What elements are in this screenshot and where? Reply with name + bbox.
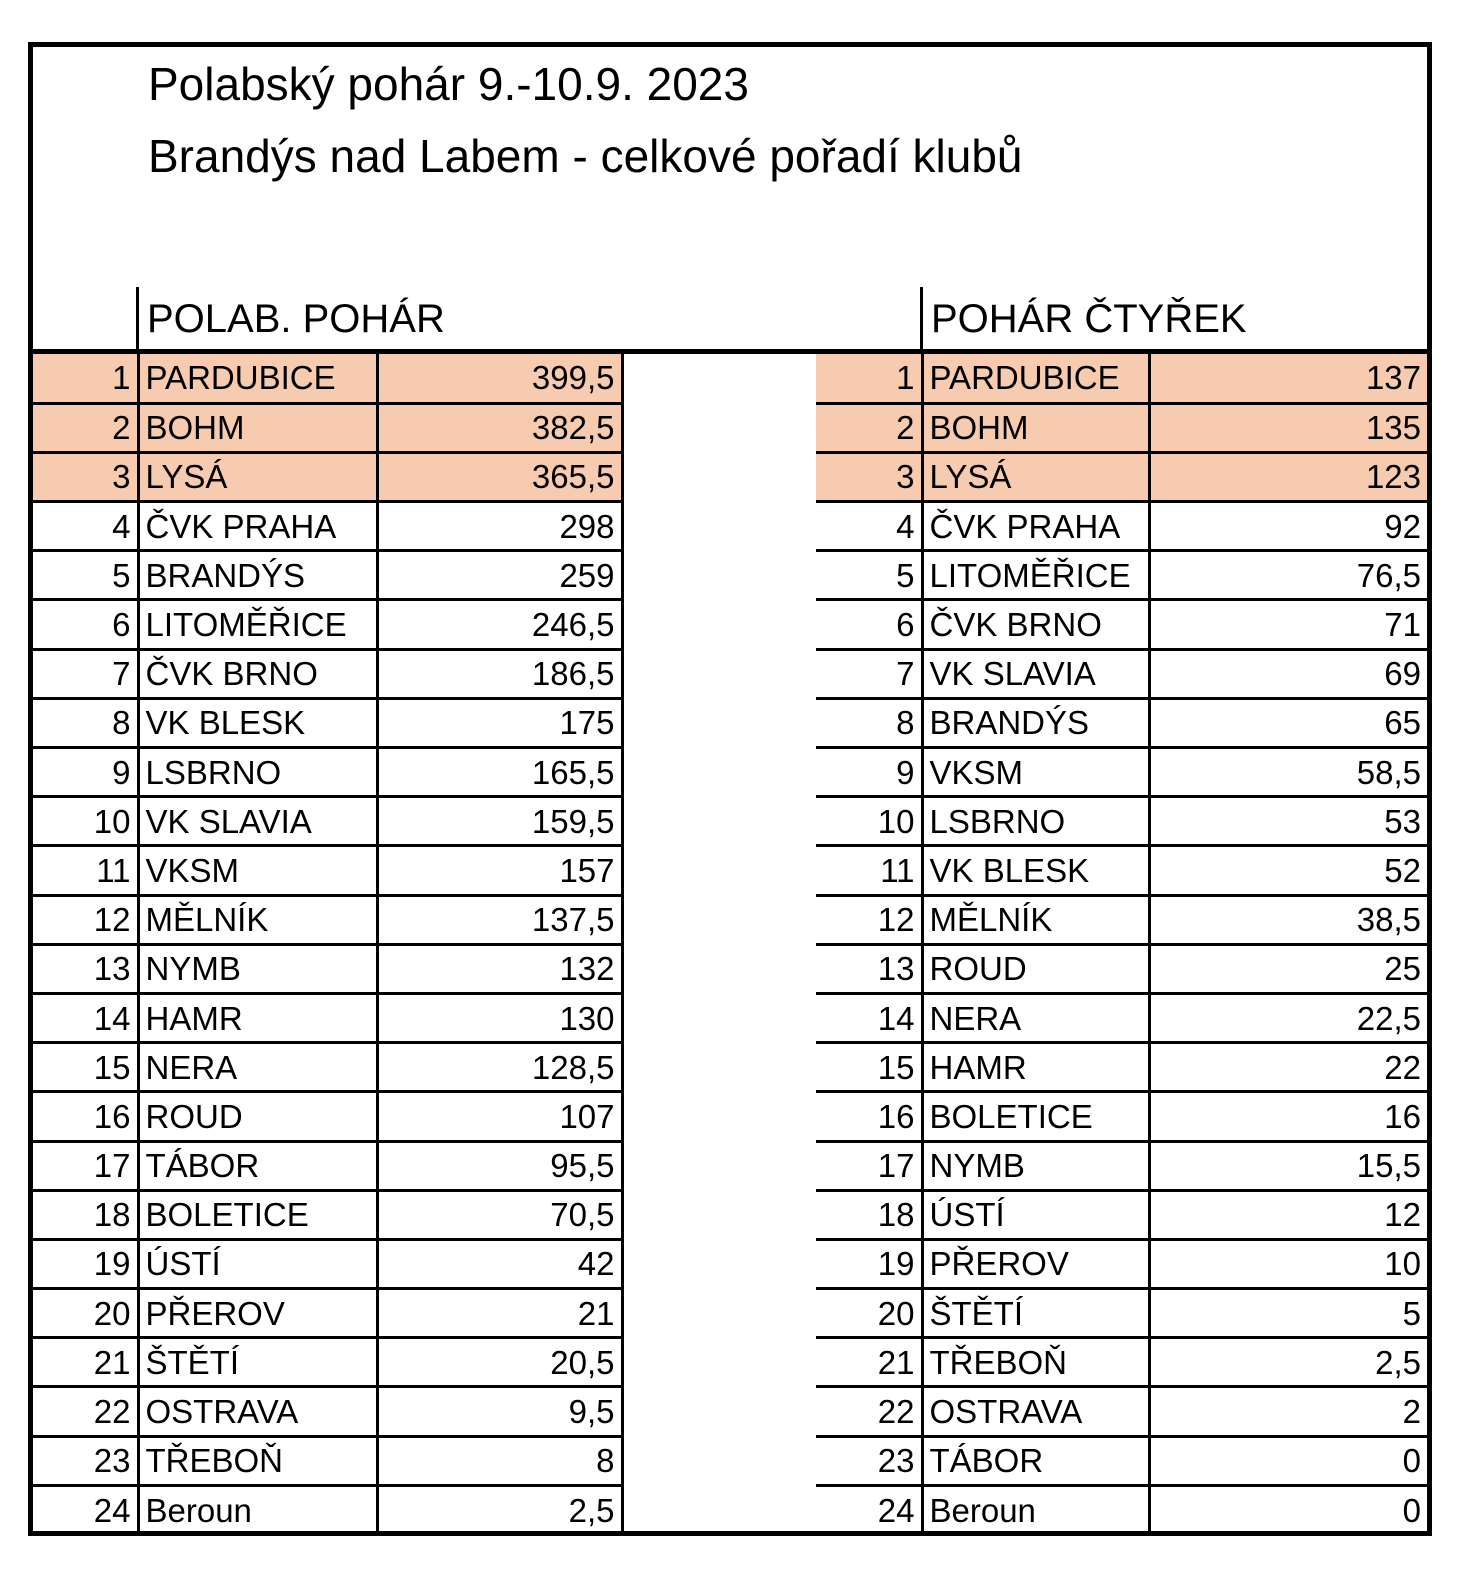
table-row (816, 993, 1427, 1042)
rank-cell: 15 (816, 1043, 922, 1092)
club-cell: VKSM (922, 748, 1149, 797)
table-row (33, 354, 622, 403)
score-cell: 382,5 (377, 403, 622, 452)
score-cell: 76,5 (1149, 551, 1427, 600)
rank-cell: 22 (816, 1387, 922, 1436)
table-row (33, 403, 622, 452)
club-cell: LITOMĚŘICE (138, 600, 377, 649)
table-row (33, 1239, 622, 1288)
club-cell: ČVK BRNO (922, 600, 1149, 649)
score-cell: 21 (377, 1289, 622, 1338)
score-cell: 298 (377, 502, 622, 551)
rank-cell: 19 (33, 1239, 138, 1288)
club-cell: HAMR (138, 993, 377, 1042)
table-row (816, 354, 1427, 403)
club-cell: LITOMĚŘICE (922, 551, 1149, 600)
table-row (816, 403, 1427, 452)
table-row (33, 846, 622, 895)
club-cell: LYSÁ (138, 452, 377, 501)
club-cell: TÁBOR (138, 1141, 377, 1190)
rank-cell: 12 (33, 895, 138, 944)
rank-cell: 23 (816, 1436, 922, 1485)
rank-cell: 16 (33, 1092, 138, 1141)
table-row (816, 797, 1427, 846)
rank-cell: 19 (816, 1239, 922, 1288)
table-row (816, 1043, 1427, 1092)
table-row (33, 1043, 622, 1092)
table-row (33, 1338, 622, 1387)
rank-cell: 9 (33, 748, 138, 797)
page-subtitle: Brandýs nad Labem - celkové pořadí klubů (148, 130, 1023, 182)
page-title: Polabský pohár 9.-10.9. 2023 (148, 58, 749, 110)
table-row (33, 698, 622, 747)
rank-cell: 23 (33, 1436, 138, 1485)
table-row (816, 600, 1427, 649)
score-cell: 107 (377, 1092, 622, 1141)
results-sheet (28, 42, 1432, 1536)
score-cell: 25 (1149, 944, 1427, 993)
score-cell: 137,5 (377, 895, 622, 944)
club-cell: ROUD (922, 944, 1149, 993)
table-row (816, 1387, 1427, 1436)
score-cell: 5 (1149, 1289, 1427, 1338)
club-cell: NYMB (138, 944, 377, 993)
club-cell: Beroun (922, 1485, 1149, 1534)
score-cell: 175 (377, 698, 622, 747)
score-cell: 42 (377, 1239, 622, 1288)
score-cell: 15,5 (1149, 1141, 1427, 1190)
score-cell: 70,5 (377, 1190, 622, 1239)
score-cell: 52 (1149, 846, 1427, 895)
club-cell: ČVK BRNO (138, 649, 377, 698)
score-cell: 16 (1149, 1092, 1427, 1141)
club-cell: BOHM (138, 403, 377, 452)
score-cell: 186,5 (377, 649, 622, 698)
club-cell: ÚSTÍ (138, 1239, 377, 1288)
table-row (816, 1239, 1427, 1288)
table-row (816, 1092, 1427, 1141)
table-row (816, 1338, 1427, 1387)
score-cell: 95,5 (377, 1141, 622, 1190)
score-cell: 58,5 (1149, 748, 1427, 797)
club-cell: ČVK PRAHA (922, 502, 1149, 551)
score-cell: 132 (377, 944, 622, 993)
table-row (816, 1190, 1427, 1239)
club-cell: BOHM (922, 403, 1149, 452)
club-cell: LSBRNO (138, 748, 377, 797)
score-cell: 9,5 (377, 1387, 622, 1436)
rank-cell: 24 (816, 1485, 922, 1534)
score-cell: 10 (1149, 1239, 1427, 1288)
rank-cell: 10 (33, 797, 138, 846)
rank-cell: 5 (816, 551, 922, 600)
score-cell: 71 (1149, 600, 1427, 649)
club-cell: MĚLNÍK (922, 895, 1149, 944)
club-cell: ČVK PRAHA (138, 502, 377, 551)
table-row (816, 1436, 1427, 1485)
table-row (33, 600, 622, 649)
score-cell: 130 (377, 993, 622, 1042)
club-cell: OSTRAVA (138, 1387, 377, 1436)
polab-pohar-table (33, 354, 624, 1535)
table-row (33, 1092, 622, 1141)
rank-cell: 4 (33, 502, 138, 551)
rank-cell: 1 (33, 354, 138, 403)
rank-cell: 9 (816, 748, 922, 797)
score-cell: 0 (1149, 1436, 1427, 1485)
score-cell: 259 (377, 551, 622, 600)
score-cell: 165,5 (377, 748, 622, 797)
table-row (33, 1387, 622, 1436)
club-cell: ŠTĚTÍ (922, 1289, 1149, 1338)
club-cell: LSBRNO (922, 797, 1149, 846)
rank-cell: 17 (816, 1141, 922, 1190)
rank-cell: 5 (33, 551, 138, 600)
club-cell: PŘEROV (922, 1239, 1149, 1288)
club-cell: VK BLESK (922, 846, 1149, 895)
club-cell: VK BLESK (138, 698, 377, 747)
rank-cell: 13 (816, 944, 922, 993)
score-cell: 12 (1149, 1190, 1427, 1239)
club-cell: OSTRAVA (922, 1387, 1149, 1436)
table-row (816, 698, 1427, 747)
score-cell: 399,5 (377, 354, 622, 403)
rank-cell: 22 (33, 1387, 138, 1436)
table-row (33, 1141, 622, 1190)
rank-cell: 11 (33, 846, 138, 895)
club-cell: VK SLAVIA (138, 797, 377, 846)
rank-cell: 21 (33, 1338, 138, 1387)
score-cell: 2 (1149, 1387, 1427, 1436)
rank-cell: 1 (816, 354, 922, 403)
rank-cell: 17 (33, 1141, 138, 1190)
table-row (33, 1289, 622, 1338)
club-cell: PARDUBICE (922, 354, 1149, 403)
table-row (33, 993, 622, 1042)
score-cell: 246,5 (377, 600, 622, 649)
right-header-divider (920, 287, 923, 349)
rank-cell: 14 (33, 993, 138, 1042)
table-row (816, 1289, 1427, 1338)
score-cell: 92 (1149, 502, 1427, 551)
club-cell: VKSM (138, 846, 377, 895)
rank-cell: 18 (816, 1190, 922, 1239)
score-cell: 123 (1149, 452, 1427, 501)
table-row (816, 748, 1427, 797)
score-cell: 137 (1149, 354, 1427, 403)
table-row (33, 797, 622, 846)
rank-cell: 3 (33, 452, 138, 501)
club-cell: ROUD (138, 1092, 377, 1141)
rank-cell: 18 (33, 1190, 138, 1239)
pohar-ctyrek-table (816, 354, 1427, 1535)
rank-cell: 6 (33, 600, 138, 649)
table-row (816, 944, 1427, 993)
table-row (33, 551, 622, 600)
left-table-header: POLAB. POHÁR (147, 297, 445, 341)
score-cell: 0 (1402, 1492, 1421, 1530)
score-cell: 2,5 (1149, 1338, 1427, 1387)
score-cell: 38,5 (1149, 895, 1427, 944)
rank-cell: 8 (33, 698, 138, 747)
club-cell: BRANDÝS (138, 551, 377, 600)
score-cell: 20,5 (377, 1338, 622, 1387)
rank-cell: 20 (816, 1289, 922, 1338)
club-cell: LYSÁ (922, 452, 1149, 501)
score-cell: 128,5 (377, 1043, 622, 1092)
table-row (816, 846, 1427, 895)
right-table-header: POHÁR ČTYŘEK (931, 297, 1247, 341)
table-row (33, 1190, 622, 1239)
rank-cell: 4 (816, 502, 922, 551)
rank-cell: 24 (33, 1485, 138, 1534)
score-cell: 157 (377, 846, 622, 895)
rank-cell: 8 (816, 698, 922, 747)
table-row (33, 452, 622, 501)
rank-cell: 12 (816, 895, 922, 944)
score-cell: 53 (1149, 797, 1427, 846)
table-row (816, 452, 1427, 501)
club-cell: VK SLAVIA (922, 649, 1149, 698)
score-cell: 8 (377, 1436, 622, 1485)
score-cell: 365,5 (377, 452, 622, 501)
score-cell: 135 (1149, 403, 1427, 452)
table-row (816, 1485, 1427, 1534)
rank-cell: 21 (816, 1338, 922, 1387)
club-cell: ŠTĚTÍ (138, 1338, 377, 1387)
table-row (33, 502, 622, 551)
table-row (816, 649, 1427, 698)
rank-cell: 2 (33, 403, 138, 452)
left-header-divider (136, 287, 139, 349)
score-cell: 65 (1149, 698, 1427, 747)
score-cell: 159,5 (377, 797, 622, 846)
rank-cell: 6 (816, 600, 922, 649)
rank-cell: 2 (816, 403, 922, 452)
table-row (33, 748, 622, 797)
score-cell: 22 (1149, 1043, 1427, 1092)
rank-cell: 16 (816, 1092, 922, 1141)
rank-cell: 13 (33, 944, 138, 993)
club-cell: NERA (922, 993, 1149, 1042)
club-cell: NERA (138, 1043, 377, 1092)
rank-cell: 14 (816, 993, 922, 1042)
table-row (816, 1141, 1427, 1190)
table-row (33, 1436, 622, 1485)
club-cell: BRANDÝS (922, 698, 1149, 747)
club-cell: MĚLNÍK (138, 895, 377, 944)
score-cell: 2,5 (377, 1485, 622, 1534)
table-row (33, 944, 622, 993)
club-cell: Beroun (138, 1485, 377, 1534)
table-row (816, 895, 1427, 944)
table-row (816, 551, 1427, 600)
table-row (33, 895, 622, 944)
table-row (33, 649, 622, 698)
score-cell: 22,5 (1149, 993, 1427, 1042)
club-cell: TÁBOR (922, 1436, 1149, 1485)
score-cell: 69 (1149, 649, 1427, 698)
rank-cell: 20 (33, 1289, 138, 1338)
club-cell: TŘEBOŇ (922, 1338, 1149, 1387)
club-cell: BOLETICE (138, 1190, 377, 1239)
club-cell: TŘEBOŇ (138, 1436, 377, 1485)
club-cell: NYMB (922, 1141, 1149, 1190)
rank-cell: 7 (33, 649, 138, 698)
club-cell: ÚSTÍ (922, 1190, 1149, 1239)
table-row (816, 502, 1427, 551)
rank-cell: 15 (33, 1043, 138, 1092)
club-cell: HAMR (922, 1043, 1149, 1092)
rank-cell: 10 (816, 797, 922, 846)
rank-cell: 3 (816, 452, 922, 501)
table-row (33, 1485, 622, 1534)
club-cell: BOLETICE (922, 1092, 1149, 1141)
rank-cell: 11 (816, 846, 922, 895)
rank-cell: 7 (816, 649, 922, 698)
club-cell: PŘEROV (138, 1289, 377, 1338)
club-cell: PARDUBICE (138, 354, 377, 403)
